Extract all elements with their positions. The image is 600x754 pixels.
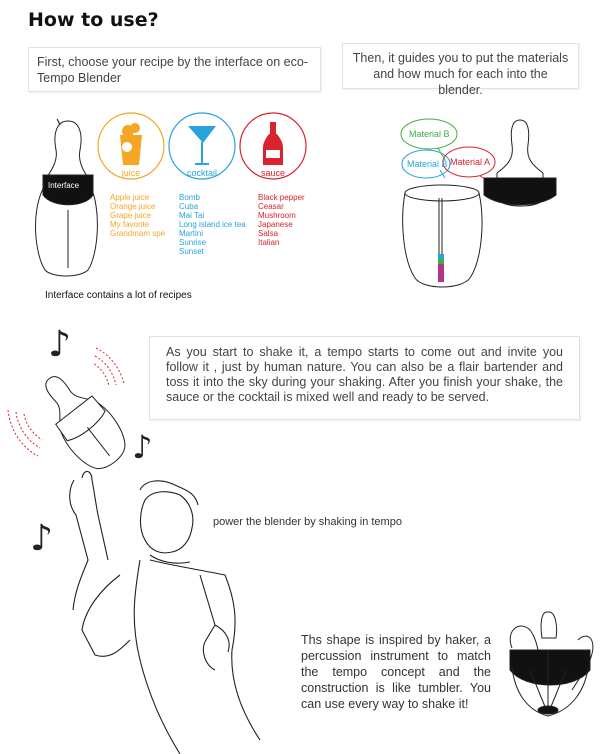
music-note-icon: ♪	[48, 324, 71, 365]
step2-textbox: Then, it guides you to put the materials and how much for each into the blender.	[342, 43, 579, 89]
material-label-1: Material B	[409, 129, 450, 139]
sauce-label: sauce	[260, 168, 286, 178]
juice-label: juice	[121, 168, 141, 178]
step5-paragraph: Ths shape is inspired by haker, a percussion instrument to match the tempo concept and the construction is like tumbler. You can use every way to shake it!	[301, 633, 491, 711]
list-item: Italian	[258, 238, 280, 247]
list-item: Black pepper	[258, 193, 305, 202]
blender-illustration	[36, 119, 98, 276]
step3-textbox: As you start to shake it, a tempo starts to come out and invite you follow it , just by human nature. You can also be a flair bartender and toss it into the sky during your shaking. After you finish your shake, the sauce or the cocktail is mixed well and ready to be served.	[149, 336, 580, 420]
juice-recipe-list	[110, 193, 165, 238]
list-item: Cuba	[179, 202, 199, 211]
list-item: Long island ice tea	[179, 220, 246, 229]
list-item: Apple juice	[110, 193, 150, 202]
list-item: Mai Tai	[179, 211, 205, 220]
material-label-2: Material B	[407, 159, 448, 169]
list-item: Ceasar	[258, 202, 284, 211]
list-item: My favorite	[110, 220, 150, 229]
interface-caption: Interface contains a lot of recipes	[45, 290, 192, 301]
music-note-icon: ♪	[30, 518, 53, 559]
sauce-recipe-list	[258, 193, 305, 247]
list-item: Sunrise	[179, 238, 207, 247]
three-blenders-illustration	[510, 612, 593, 716]
page-title: How to use?	[28, 9, 159, 31]
person-shaking-illustration	[70, 471, 260, 754]
list-item: Sunset	[179, 247, 204, 256]
sauce-bottle-icon	[263, 122, 283, 165]
music-note-icon: ♪	[132, 428, 153, 466]
material-label-3: Material A	[450, 157, 491, 167]
tossed-blender-illustration	[28, 362, 135, 478]
step1-textbox: First, choose your recipe by the interface on eco-Tempo Blender	[28, 47, 321, 92]
list-item: Mushroom	[258, 211, 296, 220]
list-item: Salsa	[258, 229, 279, 238]
list-item: Orange juice	[110, 202, 156, 211]
juice-glass-icon	[120, 123, 142, 165]
list-item: Martini	[179, 229, 204, 238]
cocktail-recipe-list	[179, 193, 246, 256]
list-item: Grape juice	[110, 211, 151, 220]
cocktail-glass-icon	[188, 126, 216, 164]
step4-caption: power the blender by shaking in tempo	[213, 516, 402, 528]
list-item: Japanese	[258, 220, 293, 229]
list-item: Grandmam spe	[110, 229, 166, 238]
interface-label: Interface	[48, 181, 80, 190]
cocktail-label: cocktail	[186, 168, 217, 178]
list-item: Bomb	[179, 193, 200, 202]
